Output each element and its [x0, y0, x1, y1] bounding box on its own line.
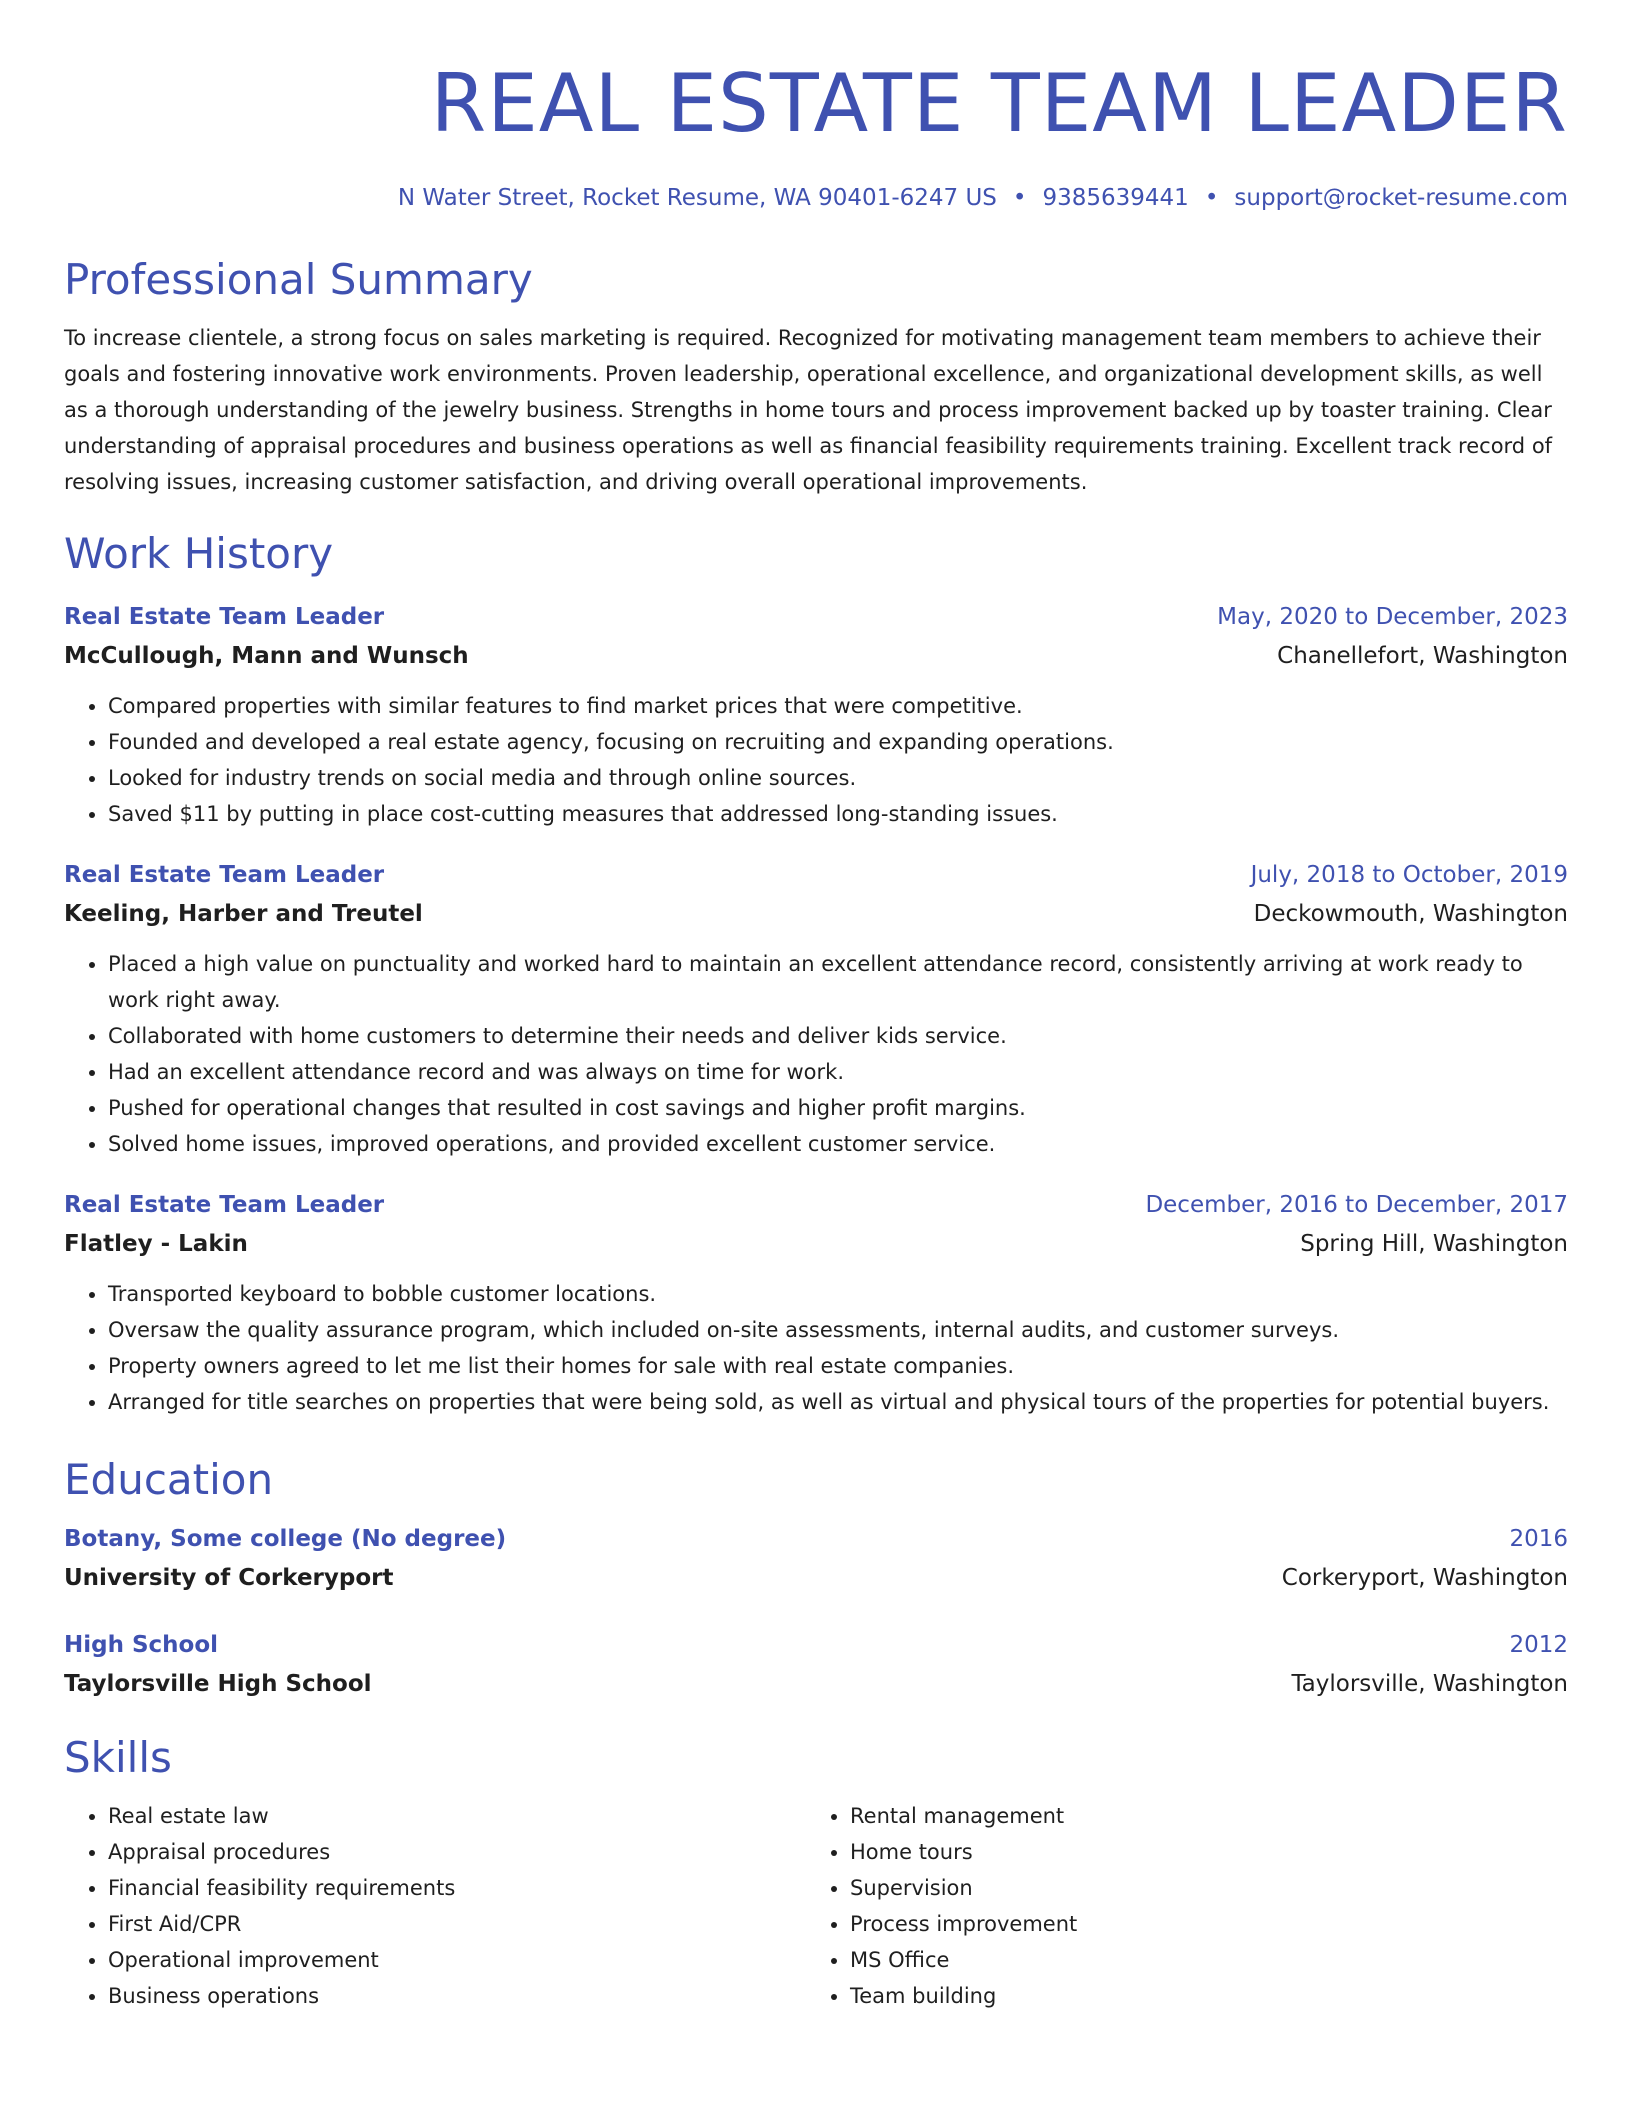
job-dates: July, 2018 to October, 2019 — [1250, 862, 1568, 888]
skill-item: • Rental management — [850, 1798, 1548, 1834]
education-entry — [64, 1520, 1568, 1598]
section-title-education: Education — [64, 1455, 274, 1504]
education-location: Corkeryport, Washington — [1281, 1565, 1568, 1591]
skills-list — [806, 1798, 1548, 2014]
skill-item: • Real estate law — [108, 1798, 806, 1834]
education-school: Taylorsville High School — [64, 1671, 372, 1697]
job-dates: May, 2020 to December, 2023 — [1217, 604, 1568, 630]
contact-email: support@rocket-resume.com — [1234, 185, 1568, 211]
job-location: Spring Hill, Washington — [1300, 1231, 1568, 1257]
contact-separator: • — [1012, 185, 1027, 211]
job-bullet: • Pushed for operational changes that resulted in cost savings and higher profit margins. — [108, 1090, 1568, 1126]
job-bullet: • Property owners agreed to let me list their homes for sale with real estate companies. — [108, 1348, 1568, 1384]
job-role: Real Estate Team Leader — [64, 862, 385, 888]
job-company: Keeling, Harber and Treutel — [64, 901, 423, 927]
job-role: Real Estate Team Leader — [64, 1192, 385, 1218]
contact-separator: • — [1204, 185, 1219, 211]
skill-item: • Process improvement — [850, 1906, 1548, 1942]
job-bullet: • Transported keyboard to bobble customer locations. — [108, 1276, 1568, 1312]
job-role: Real Estate Team Leader — [64, 604, 385, 630]
skills-grid — [64, 1798, 1568, 2014]
skills-column-left — [64, 1798, 806, 2014]
job-bullet: • Solved home issues, improved operations, and provided excellent customer service. — [108, 1126, 1568, 1162]
skill-item: • First Aid/CPR — [108, 1906, 806, 1942]
resume-header — [64, 56, 1568, 214]
education-year: 2012 — [1509, 1632, 1568, 1658]
candidate-title: REAL ESTATE TEAM LEADER — [430, 57, 1568, 150]
skill-item: • Team building — [850, 1978, 1548, 2014]
education-year: 2016 — [1509, 1526, 1568, 1552]
job-company: McCullough, Mann and Wunsch — [64, 643, 469, 669]
summary-text: To increase clientele, a strong focus on sales marketing is required. Recognized for motivating management team members to achieve their goals and fostering innovative work environments. Proven leadership, operational excellence, and organizational development skills, as well as a thorough understanding of the jewelry business. Strengths in home tours and process improvement backed up by toaster training. Clear understanding of appraisal procedures and business operations as well as financial feasibility requirements training. Excellent track record of resolving issues, increasing customer satisfaction, and driving overall operational improvements. — [64, 326, 1553, 494]
job-bullet: • Saved $11 by putting in place cost-cutting measures that addressed long-standing issues. — [108, 796, 1568, 832]
job-bullets — [64, 946, 1568, 1162]
section-title-summary: Professional Summary — [64, 255, 533, 304]
job-company: Flatley - Lakin — [64, 1231, 248, 1257]
job-dates: December, 2016 to December, 2017 — [1145, 1192, 1568, 1218]
work-history-list — [64, 598, 1568, 1420]
skill-item: • Appraisal procedures — [108, 1834, 806, 1870]
job-bullet: • Had an excellent attendance record and was always on time for work. — [108, 1054, 1568, 1090]
job-bullet: • Oversaw the quality assurance program, which included on-site assessments, internal audits, and customer surveys. — [108, 1312, 1568, 1348]
skill-item: • MS Office — [850, 1942, 1548, 1978]
section-title-work-history: Work History — [64, 529, 334, 578]
education-entry — [64, 1626, 1568, 1704]
job-location: Deckowmouth, Washington — [1253, 901, 1568, 927]
job-bullets — [64, 688, 1568, 832]
contact-line — [64, 182, 1568, 214]
job-bullet: • Compared properties with similar features to find market prices that were competitive. — [108, 688, 1568, 724]
skill-item: • Financial feasibility requirements — [108, 1870, 806, 1906]
skill-item: • Business operations — [108, 1978, 806, 2014]
job-bullet: • Looked for industry trends on social media and through online sources. — [108, 760, 1568, 796]
job-entry — [64, 856, 1568, 1162]
contact-address: N Water Street, Rocket Resume, WA 90401-6247 US — [397, 185, 997, 211]
job-entry — [64, 598, 1568, 832]
skills-column-right — [806, 1798, 1548, 2014]
education-degree: Botany, Some college (No degree) — [64, 1526, 507, 1552]
job-bullets — [64, 1276, 1568, 1420]
skill-item: • Supervision — [850, 1870, 1548, 1906]
education-location: Taylorsville, Washington — [1291, 1671, 1568, 1697]
skill-item: • Operational improvement — [108, 1942, 806, 1978]
education-school: University of Corkeryport — [64, 1565, 394, 1591]
education-degree: High School — [64, 1632, 219, 1658]
job-bullet: • Placed a high value on punctuality and worked hard to maintain an excellent attendance record, consistently arriving at work ready to work right away. — [108, 946, 1568, 1018]
job-entry — [64, 1186, 1568, 1420]
contact-phone: 9385639441 — [1042, 185, 1189, 211]
job-bullet: • Arranged for title searches on properties that were being sold, as well as virtual and physical tours of the properties for potential buyers. — [108, 1384, 1568, 1420]
job-location: Chanellefort, Washington — [1277, 643, 1568, 669]
job-bullet: • Collaborated with home customers to determine their needs and deliver kids service. — [108, 1018, 1568, 1054]
skill-item: • Home tours — [850, 1834, 1548, 1870]
job-bullet: • Founded and developed a real estate agency, focusing on recruiting and expanding operations. — [108, 724, 1568, 760]
skills-list — [64, 1798, 806, 2014]
section-title-skills: Skills — [64, 1733, 172, 1782]
